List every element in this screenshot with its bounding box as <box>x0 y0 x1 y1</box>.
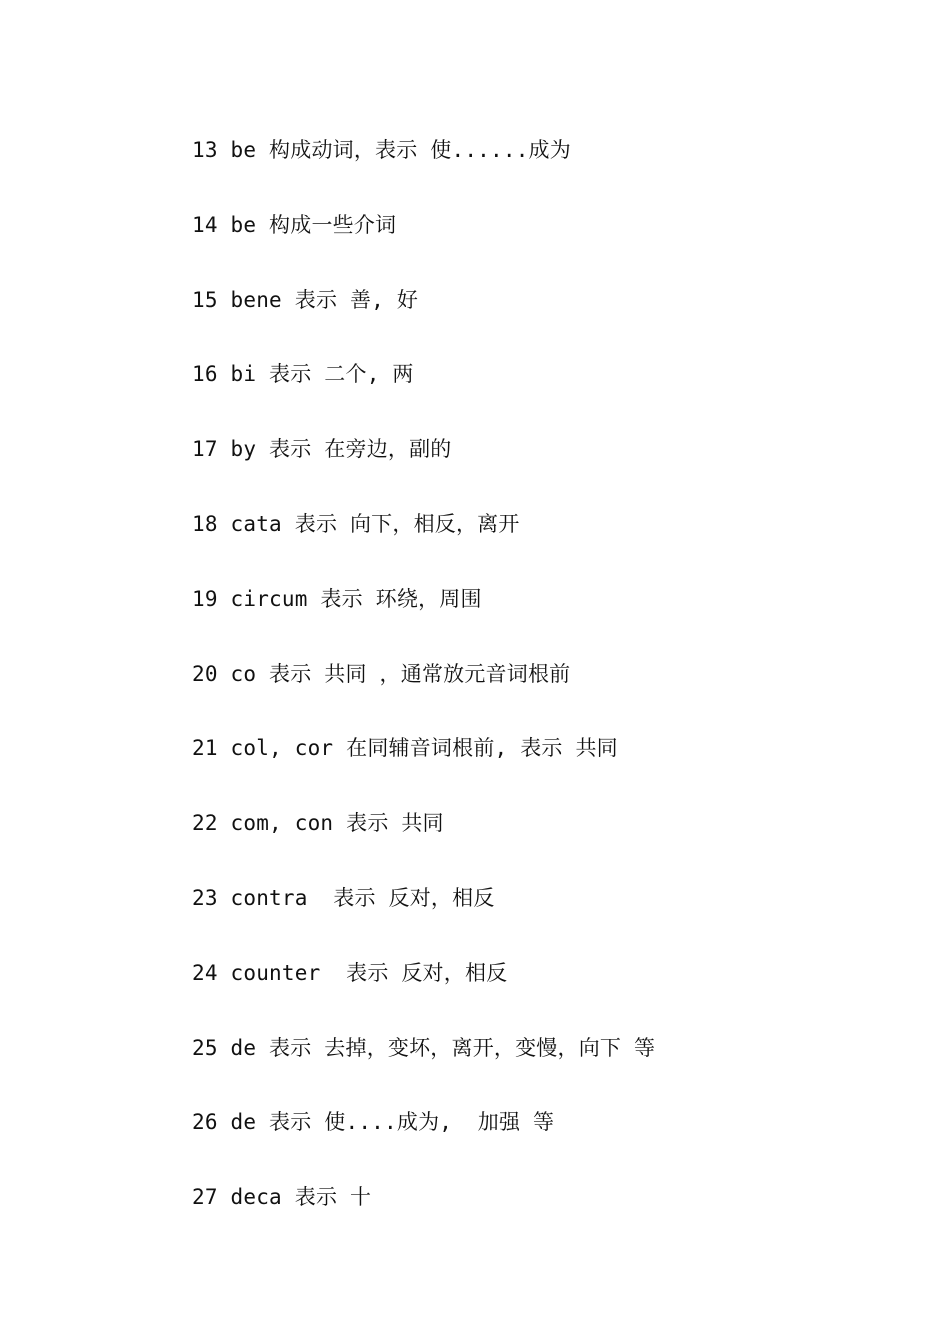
prefix-entry-15: 15 bene 表示 善, 好 <box>192 287 419 312</box>
prefix-entry-13: 13 be 构成动词，表示 使......成为 <box>192 138 571 162</box>
prefix-entry-14: 14 be 构成一些介词 <box>192 212 397 237</box>
prefix-entry-20: 20 co 表示 共同 ，通常放元音词根前 <box>192 661 571 686</box>
prefix-entry-16: 16 bi 表示 二个, 两 <box>192 362 414 387</box>
prefix-list <box>192 134 892 1256</box>
prefix-entry-17: 17 by 表示 在旁边，副的 <box>192 437 452 462</box>
prefix-entry-25: 25 de 表示 去掉，变坏，离开，变慢，向下 等 <box>192 1035 656 1060</box>
prefix-entry-22: 22 com, con 表示 共同 <box>192 811 444 836</box>
prefix-entry-18: 18 cata 表示 向下，相反，离开 <box>192 511 520 536</box>
prefix-entry-19: 19 circum 表示 环绕，周围 <box>192 586 482 611</box>
prefix-entry-27: 27 deca 表示 十 <box>192 1185 372 1210</box>
prefix-entry-21: 21 col, cor 在同辅音词根前, 表示 共同 <box>192 736 618 761</box>
prefix-entry-24: 24 counter 表示 反对，相反 <box>192 960 508 985</box>
prefix-entry-26: 26 de 表示 使....成为, 加强 等 <box>192 1110 555 1135</box>
prefix-entry-23: 23 contra 表示 反对，相反 <box>192 885 495 910</box>
